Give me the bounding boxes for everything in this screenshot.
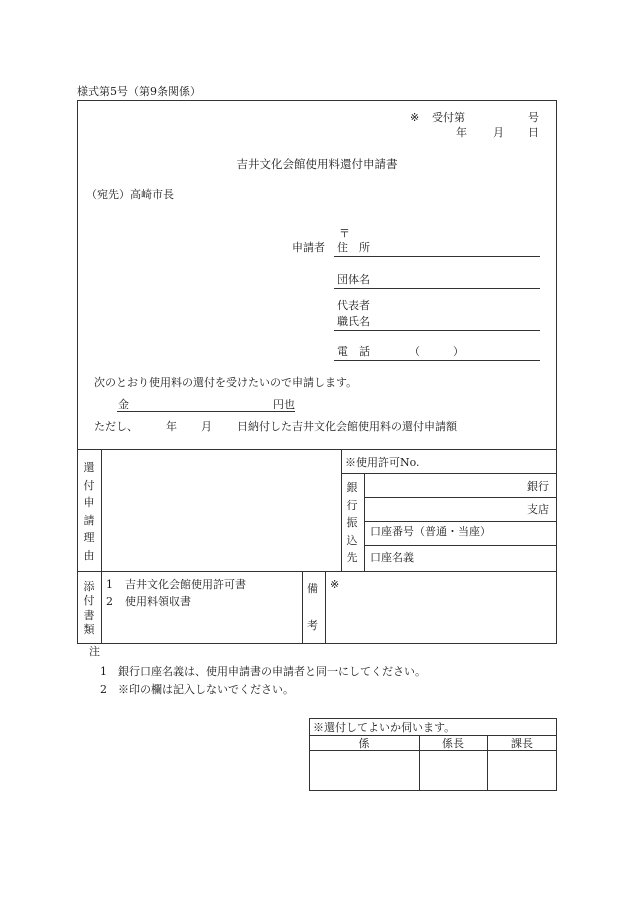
amount-line <box>117 411 295 412</box>
remarks-right-divider <box>325 571 326 644</box>
notes-heading: 注 <box>89 645 100 658</box>
approval-column-line <box>309 750 557 751</box>
statement: 次のとおり使用料の還付を受けたいので申請します。 <box>94 376 358 389</box>
section-divider-bottom <box>77 571 557 572</box>
approval-col-manager: 課長 <box>511 737 533 750</box>
reception-day: 日 <box>528 126 539 139</box>
note-1-num: 1 <box>100 665 107 678</box>
bank-label: 銀 行 振 込 先 <box>346 481 358 565</box>
account-name-label: 口座名義 <box>370 551 414 564</box>
attachment-2-text: 使用料領収書 <box>125 595 191 608</box>
section-divider-top <box>77 449 557 450</box>
attachment-1-text: 吉井文化会館使用許可書 <box>125 578 246 591</box>
approval-header-line <box>309 735 557 736</box>
bank-row-line-2 <box>364 521 557 522</box>
reception-number-suffix: 号 <box>528 111 539 124</box>
remarks-left-divider <box>302 571 303 644</box>
bank-suffix: 銀行 <box>527 480 549 493</box>
phone-line <box>334 360 540 361</box>
reception-year: 年 <box>456 126 467 139</box>
remarks-label-2: 考 <box>307 619 318 632</box>
account-number-label: 口座番号（普通・当座） <box>370 525 491 538</box>
remarks-mark: ※ <box>330 578 340 591</box>
amount-suffix: 円也 <box>273 398 295 411</box>
branch-suffix: 支店 <box>527 503 549 516</box>
amount-prefix: 金 <box>118 398 129 411</box>
phone-parens: （ ） <box>409 345 464 358</box>
form-title: 吉井文化会館使用料還付申請書 <box>236 157 398 171</box>
proviso-year: 年 <box>166 420 177 433</box>
remarks-label-1: 備 <box>307 582 318 595</box>
approval-col-clerk: 係 <box>358 737 370 750</box>
reason-label: 還 付 申 請 理 由 <box>83 461 95 562</box>
representative-line <box>334 330 540 331</box>
attachments-label: 添 付 書 類 <box>83 580 95 636</box>
bank-label-divider <box>364 473 365 571</box>
address-line <box>334 256 540 257</box>
proviso-prefix: ただし、 <box>94 420 138 433</box>
note-2-num: 2 <box>100 683 107 696</box>
note-1-text: 銀行口座名義は、使用申請書の申請者と同一にしてください。 <box>118 665 426 678</box>
organization-label: 団体名 <box>337 273 370 286</box>
addressee: （宛先）高崎市長 <box>86 188 174 201</box>
bank-row-line-1 <box>364 497 557 498</box>
postal-mark: 〒 <box>339 227 350 240</box>
bank-row-line-3 <box>364 545 557 546</box>
reception-label: 受付第 <box>432 111 465 124</box>
proviso-month: 月 <box>201 420 212 433</box>
reception-mark: ※ <box>410 111 420 124</box>
title-name-label: 職氏名 <box>337 315 370 328</box>
attachment-1-num: 1 <box>106 578 113 591</box>
permit-label: ※使用許可No. <box>345 456 420 469</box>
label-column-divider <box>101 449 102 644</box>
approval-col-chief: 係長 <box>442 737 464 750</box>
reception-month: 月 <box>493 126 504 139</box>
permit-divider <box>341 473 557 474</box>
phone-label: 電 話 <box>337 345 370 358</box>
representative-label: 代表者 <box>337 299 370 312</box>
approval-header: ※還付してよいか伺います。 <box>313 721 456 734</box>
note-2-text: ※印の欄は記入しないでください。 <box>118 683 294 696</box>
attachment-2-num: 2 <box>106 595 113 608</box>
applicant-label: 申請者 <box>292 241 325 254</box>
form-frame <box>77 100 557 644</box>
form-number: 様式第5号（第9条関係） <box>77 85 201 98</box>
organization-line <box>334 288 540 289</box>
reason-bank-divider <box>341 449 342 571</box>
address-label: 住 所 <box>337 241 370 254</box>
proviso-text: 日納付した吉井文化会館使用料の還付申請額 <box>237 420 457 433</box>
